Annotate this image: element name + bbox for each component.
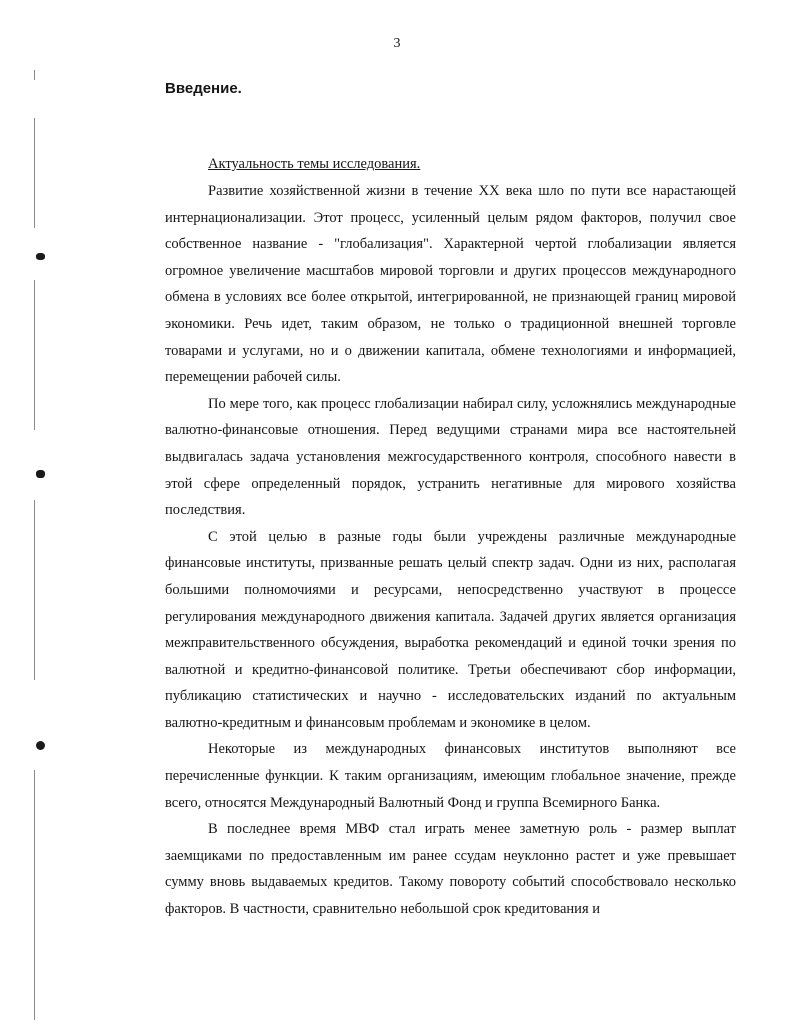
binder-hole-mark <box>36 741 45 750</box>
page-number: 3 <box>393 36 401 51</box>
body-text <box>165 178 736 923</box>
scan-margin-line <box>34 280 35 430</box>
paragraph: В последнее время МВФ стал играть менее заметную роль - размер выплат заемщиками по предоставленным им ранее ссудам неуклонно растет и уже превышает сумму вновь выдаваемых кредитов. Такому повороту событий способствовало несколько факторов. В частности, сравнительно небольшой срок кредитования и <box>165 821 736 918</box>
paragraph: Развитие хозяйственной жизни в течение XX века шло по пути все нарастающей интернационализации. Этот процесс, усиленный целым рядом факторов, получил свое собственное название - "глобализация". Характерной чертой глобализации является огромное увеличение масштабов мировой торговли и других процессов международного обмена в условиях все более открытой, интегрированной, не признающей границ мировой экономики. Речь идет, таким образом, не только о традиционной внешней торговле товарами и услугами, но и о движении капитала, обмене технологиями и информацией, перемещении рабочей силы. <box>165 183 736 386</box>
paragraph: По мере того, как процесс глобализации набирал силу, усложнялись международные валютно-финансовые отношения. Перед ведущими странами мира все настоятельней выдвигалась задача установления межгосударственного контроля, способного навести в этой сфере определенный порядок, устранить негативные для мирового хозяйства последствия. <box>165 395 736 519</box>
section-title: Актуальность темы исследования. <box>208 156 421 172</box>
scan-margin-line <box>34 70 35 80</box>
scan-margin-line <box>34 500 35 680</box>
binder-hole-mark <box>36 470 45 478</box>
paragraph: С этой целью в разные годы были учреждены различные международные финансовые институты, призванные решать целый спектр задач. Одни из них, располагая большими полномочиями и ресурсами, непосредственно участвуют в процессе регулирования международного движения капитала. Задачей других является организация межправительственного обсуждения, выработка рекомендаций и единой точки зрения по валютной и кредитно-финансовой политике. Третьи обеспечивают сбор информации, публикацию статистических и научно - исследовательских изданий по актуальным валютно-кредитным и финансовым проблемам и экономике в целом. <box>165 528 736 731</box>
scan-margin-line <box>34 118 35 228</box>
paragraph: Некоторые из международных финансовых институтов выполняют все перечисленные функции. К таким организациям, имеющим глобальное значение, прежде всего, относятся Международный Валютный Фонд и группа Всемирного Банка. <box>165 741 736 811</box>
scan-margin-line <box>34 770 35 1020</box>
page-heading: Введение. <box>165 80 242 97</box>
binder-hole-mark <box>36 253 45 260</box>
